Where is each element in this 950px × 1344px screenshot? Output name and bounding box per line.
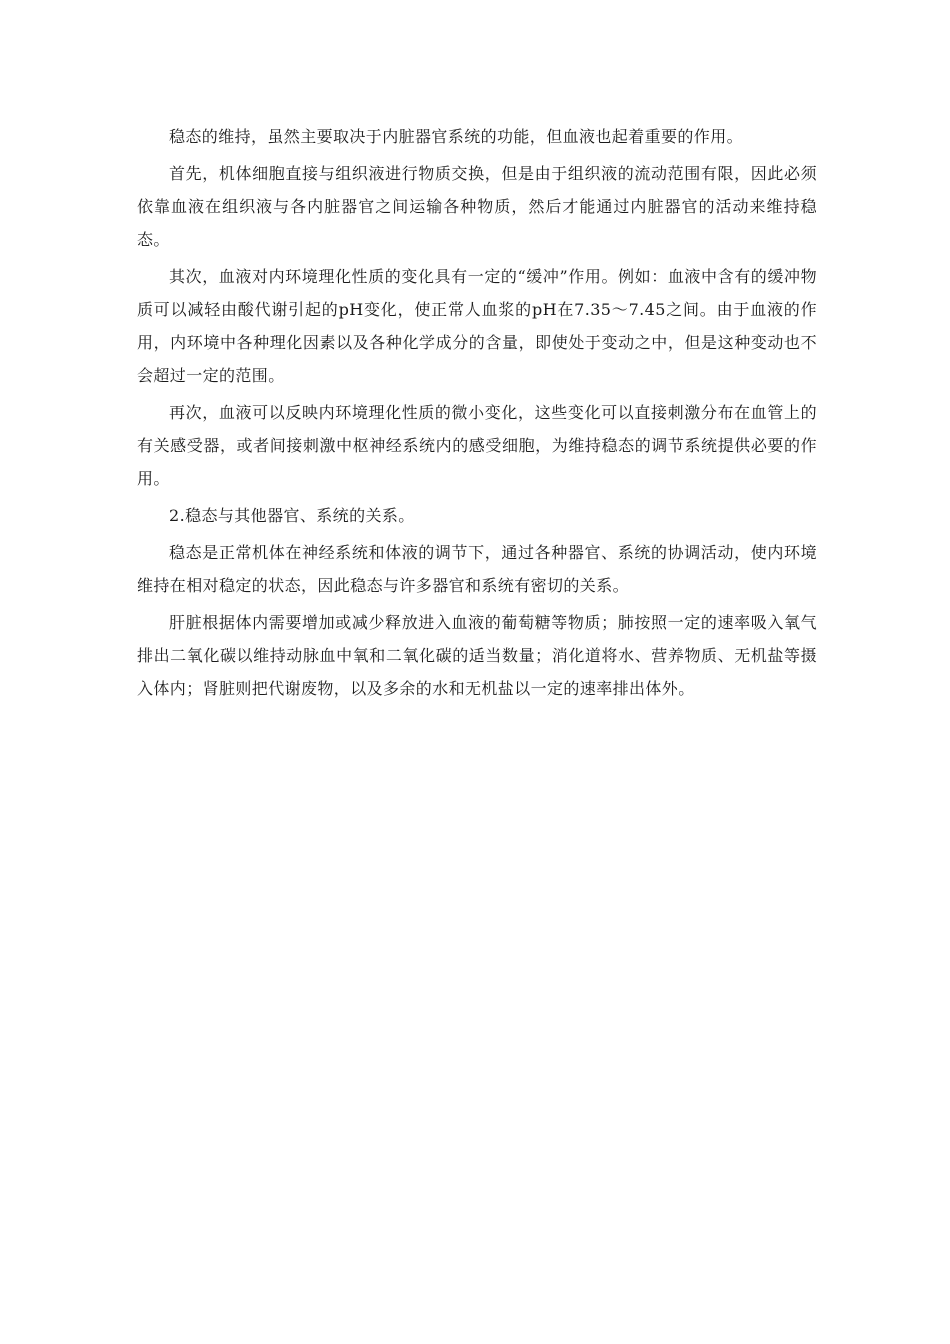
section-heading-organ-relations: 2.稳态与其他器官、系统的关系。 [169, 506, 415, 525]
paragraph-first-point: 首先，机体细胞直接与组织液进行物质交换，但是由于组织液的流动范围有限，因此必须依靠血液在组织液与各内脏器官之间运输各种物质，然后才能通过内脏器官的活动来维持稳态。 [137, 164, 817, 249]
paragraph-third-point: 再次，血液可以反映内环境理化性质的微小变化，这些变化可以直接刺激分布在血管上的有关感受器，或者间接刺激中枢神经系统内的感受细胞，为维持稳态的调节系统提供必要的作用。 [137, 403, 817, 488]
paragraph-homeostasis-intro: 稳态的维持，虽然主要取决于内脏器官系统的功能，但血液也起着重要的作用。 [169, 127, 744, 146]
document-body [137, 120, 817, 709]
paragraph-organ-relations: 稳态是正常机体在神经系统和体液的调节下，通过各种器官、系统的协调活动，使内环境维持在相对稳定的状态，因此稳态与许多器官和系统有密切的关系。 [137, 543, 817, 595]
paragraph-organ-examples: 肝脏根据体内需要增加或减少释放进入血液的葡萄糖等物质；肺按照一定的速率吸入氧气排出二氧化碳以维持动脉血中氧和二氧化碳的适当数量；消化道将水、营养物质、无机盐等摄入体内；肾脏则把代谢废物，以及多余的水和无机盐以一定的速率排出体外。 [137, 613, 817, 698]
paragraph-second-point: 其次，血液对内环境理化性质的变化具有一定的“缓冲”作用。例如：血液中含有的缓冲物质可以减轻由酸代谢引起的pH变化，使正常人血浆的pH在7.35～7.45之间。由于血液的作用，内环境中各种理化因素以及各种化学成分的含量，即使处于变动之中，但是这种变动也不会超过一定的范围。 [137, 267, 817, 385]
